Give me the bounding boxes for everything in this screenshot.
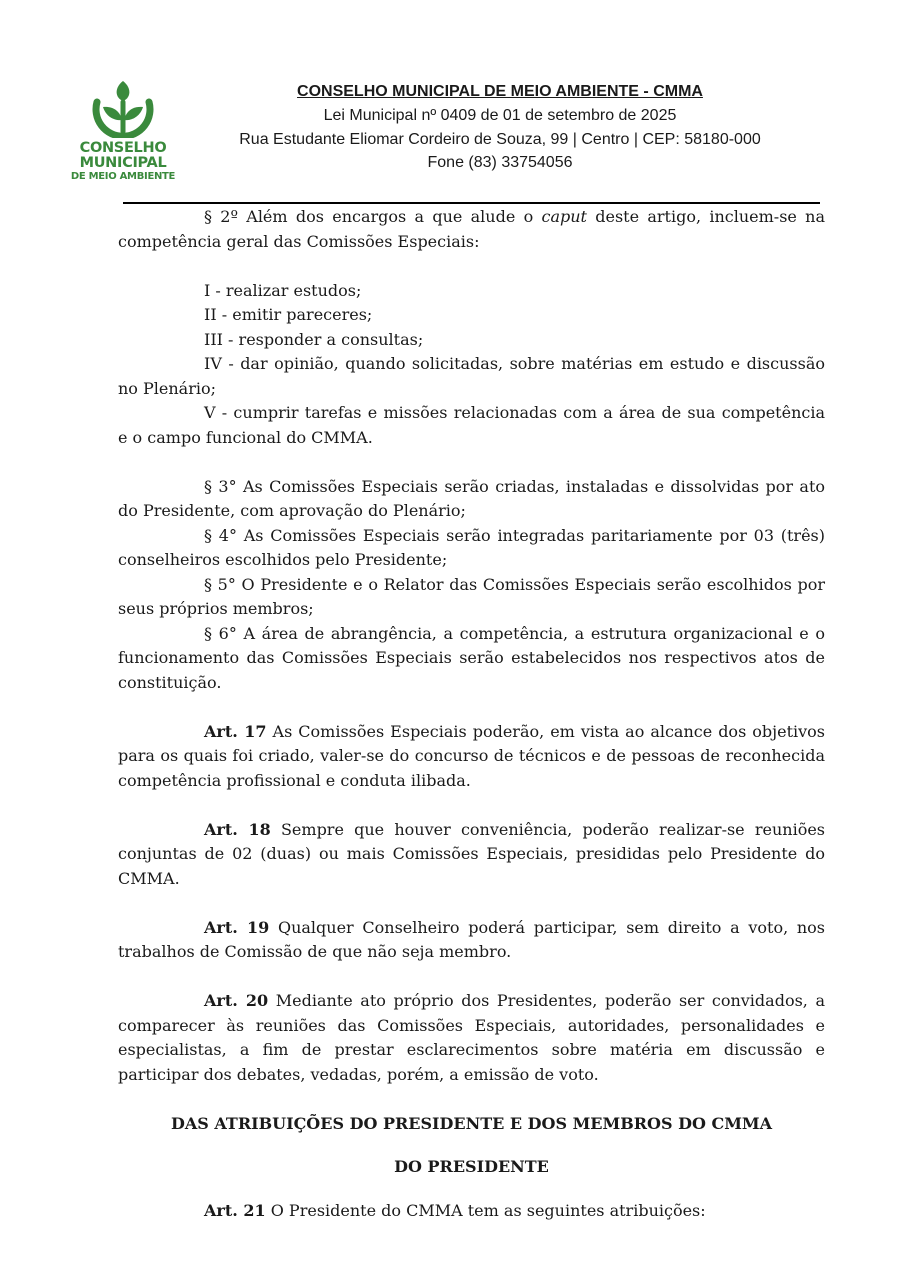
article-18-label: Art. 18: [204, 819, 271, 839]
paragraph-6: § 6° A área de abrangência, a competência, a estrutura organizacional e o funcionamento das Comissões Especiais serão estabelecidos nos respectivos atos de constituição.: [118, 623, 825, 692]
letterhead: [0, 0, 900, 210]
list-item-i: I - realizar estudos;: [204, 280, 362, 300]
paragraph-3: § 3° As Comissões Especiais serão criadas, instaladas e dissolvidas por ato do Presidente, com aprovação do Plenário;: [118, 476, 825, 520]
law-reference: Lei Municipal nº 0409 de 01 de setembro de 2025: [323, 107, 677, 124]
document-body: [118, 205, 825, 1223]
article-17-text: As Comissões Especiais poderão, em vista ao alcance dos objetivos para os quais foi criado, valer-se do concurso de técnicos e de pessoas de reconhecida competência profissional e conduta ilibada.: [118, 721, 826, 790]
article-20-label: Art. 20: [204, 991, 269, 1010]
logo-text-line2: MUNICIPAL: [79, 155, 167, 171]
logo-text-line3: DE MEIO AMBIENTE: [70, 171, 176, 182]
article-19: [118, 916, 825, 965]
article-18-text: Sempre que houver conveniência, poderão realizar-se reuniões conjuntas de 02 (duas) ou mais Comissões Especiais, presididas pelo Presidente do CMMA.: [118, 819, 826, 888]
list-item-iii: III - responder a consultas;: [204, 329, 424, 349]
seedling-icon: [89, 76, 157, 138]
logo-text-line1: CONSELHO: [79, 140, 167, 156]
section-heading: DAS ATRIBUIÇÕES DO PRESIDENTE E DOS MEMBROS DO CMMA: [170, 1113, 773, 1133]
list-item-iv: IV - dar opinião, quando solicitadas, sobre matérias em estudo e discussão no Plenário;: [118, 354, 825, 398]
phone: Fone (83) 33754056: [427, 154, 573, 171]
paragraph-5: § 5° O Presidente e o Relator das Comissões Especiais serão escolhidos por seus próprios membros;: [118, 574, 825, 618]
cmma-logo: [68, 76, 178, 186]
paragraph-2-text-b: deste artigo, incluem-se na competência geral das Comissões Especiais:: [118, 207, 825, 251]
article-19-label: Art. 19: [204, 917, 270, 937]
header-divider: [123, 202, 820, 204]
paragraph-2: [118, 205, 825, 254]
address: Rua Estudante Eliomar Cordeiro de Souza, 99 | Centro | CEP: 58180-000: [239, 131, 761, 148]
article-19-text: Qualquer Conselheiro poderá participar, sem direito a voto, nos trabalhos de Comissão de que não seja membro.: [118, 917, 825, 961]
article-18: [118, 818, 825, 892]
article-17: [118, 720, 825, 794]
caput-term: caput: [541, 207, 587, 226]
paragraph-2-text-a: § 2º Além dos encargos a que alude o: [204, 207, 542, 226]
article-21-text: O Presidente do CMMA tem as seguintes atribuições:: [265, 1200, 706, 1220]
article-21-label: Art. 21: [204, 1200, 266, 1220]
article-20-text: Mediante ato próprio dos Presidentes, poderão ser convidados, a comparecer às reuniões das Comissões Especiais, autoridades, personalidades e especialistas, a fim de prestar esclarecimentos sobre matéria em discussão e participar dos debates, vedadas, porém, a emissão de voto.: [118, 991, 826, 1084]
article-20: [118, 989, 825, 1087]
subsection-heading: DO PRESIDENTE: [394, 1157, 549, 1176]
paragraph-4: § 4° As Comissões Especiais serão integradas paritariamente por 03 (três) conselheiros escolhidos pelo Presidente;: [118, 525, 825, 569]
article-21: [118, 1199, 825, 1224]
council-title: CONSELHO MUNICIPAL DE MEIO AMBIENTE - CMMA: [297, 83, 703, 100]
list-item-v: V - cumprir tarefas e missões relacionadas com a área de sua competência e o campo funcional do CMMA.: [118, 403, 825, 447]
article-17-label: Art. 17: [204, 721, 267, 741]
list-item-ii: II - emitir pareceres;: [204, 305, 373, 324]
